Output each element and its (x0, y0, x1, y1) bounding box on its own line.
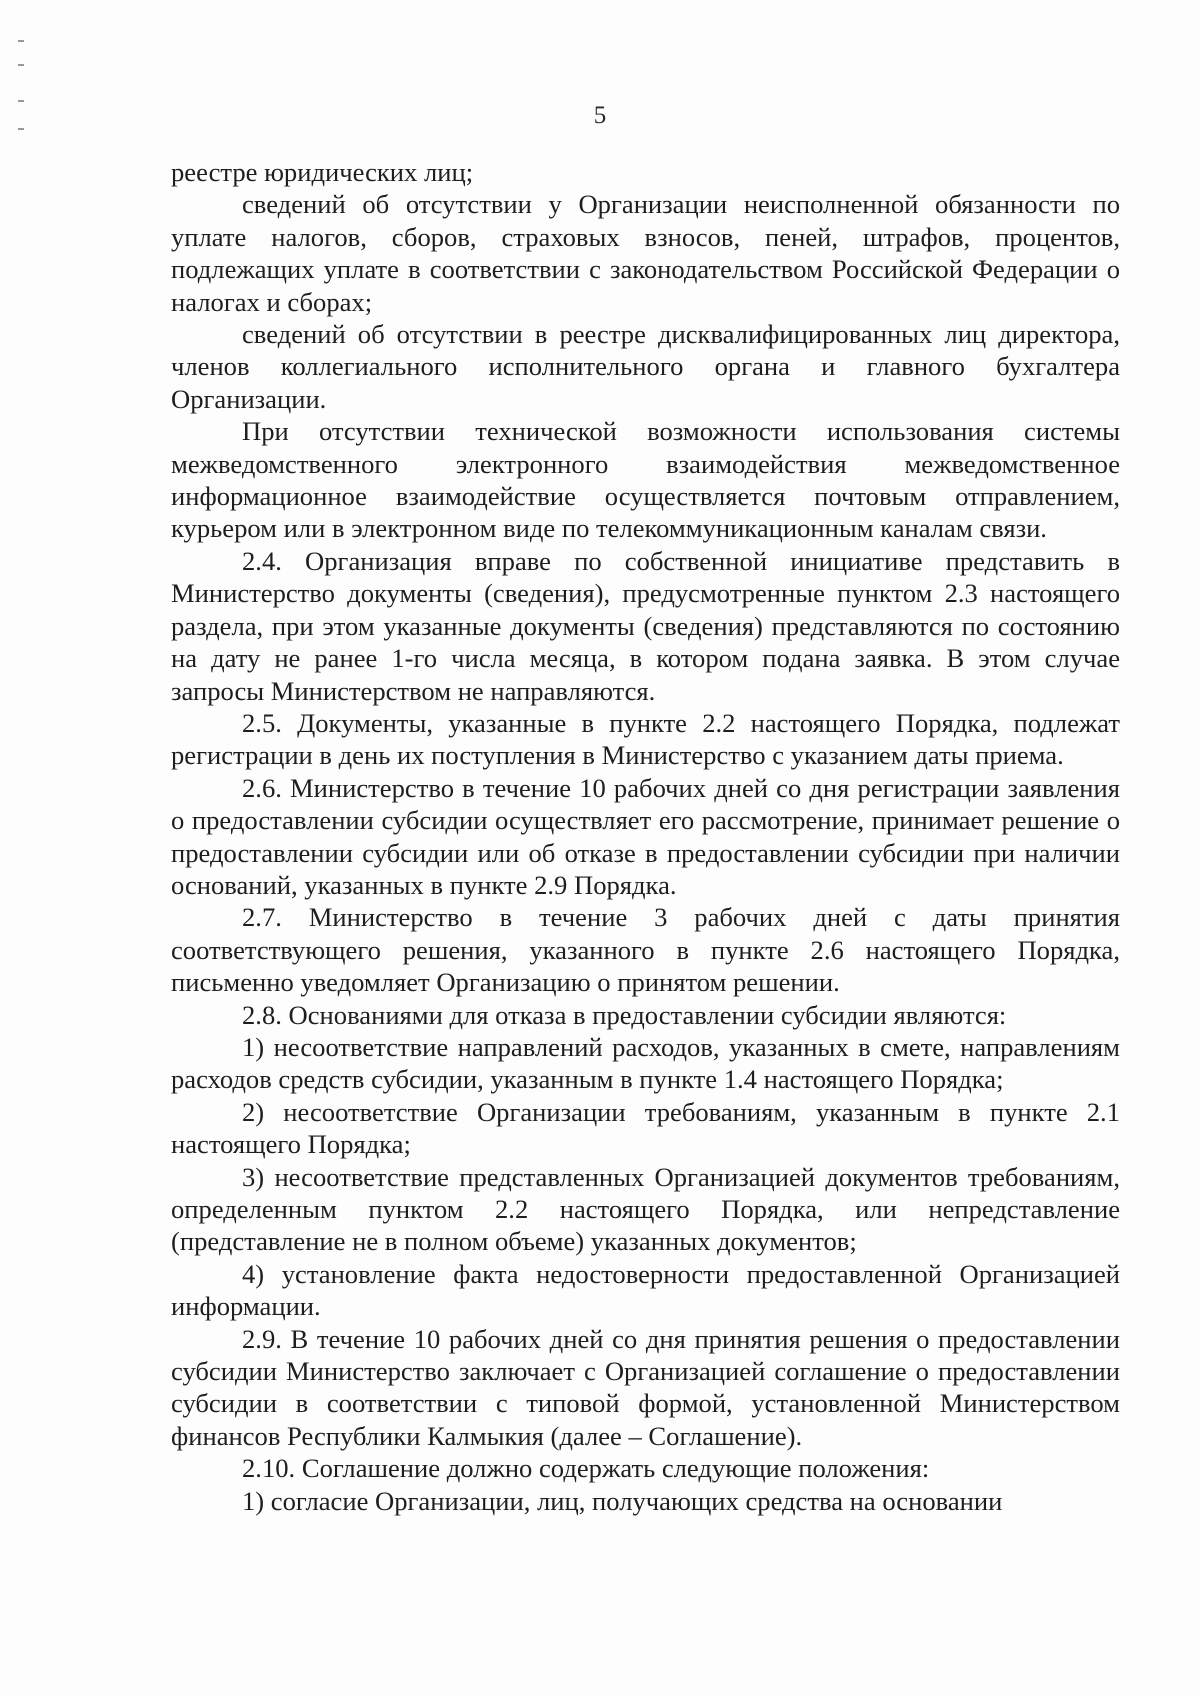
paragraph: 2.10. Соглашение должно содержать следующие положения: (242, 1453, 930, 1484)
scan-margin-marks (18, 40, 38, 160)
paragraph: 2.8. Основаниями для отказа в предоставлении субсидии являются: (242, 999, 1007, 1030)
paragraph: сведений об отсутствии у Организации неисполненной обязанности по уплате налогов, сборов, страховых взносов, пеней, штрафов, процентов, подлежащих уплате в соответствии с законодательством Российской Федерации о налогах и сборах; (171, 189, 1120, 317)
list-item: 3) несоответствие представленных Организацией документов требованиям, определенным пунктом 2.2 настоящего Порядка, или непредставление (представление не в полном объеме) указанных документов; (171, 1161, 1120, 1257)
paragraph: 2.4. Организация вправе по собственной инициативе представить в Министерство документы (сведения), предусмотренные пунктом 2.3 настоящего раздела, при этом указанные документы (сведения) представляются по состоянию на дату не ранее 1-го числа месяца, в котором подана заявка. В этом случае запросы Министерством не направляются. (171, 545, 1120, 706)
page-number: 5 (593, 102, 607, 129)
paragraph: сведений об отсутствии в реестре дисквалифицированных лиц директора, членов коллегиального исполнительного органа и главного бухгалтера Организации. (171, 319, 1120, 414)
paragraph: 2.5. Документы, указанные в пункте 2.2 настоящего Порядка, подлежат регистрации в день их поступления в Министерство с указанием даты приема. (171, 707, 1120, 771)
list-item: 1) согласие Организации, лиц, получающих средства на основании (242, 1485, 1003, 1516)
paragraph: При отсутствии технической возможности использования системы межведомственного электронного взаимодействия межведомственное информационное взаимодействие осуществляется почтовым отправлением, курьером или в электронном виде по телекоммуникационным каналам связи. (171, 416, 1120, 544)
list-item: 4) установление факта недостоверности предоставленной Организацией информации. (171, 1258, 1120, 1322)
paragraph: 2.6. Министерство в течение 10 рабочих дней со дня регистрации заявления о предоставлении субсидии осуществляет его рассмотрение, принимает решение о предоставлении субсидии или об отказе в предоставлении субсидии при наличии оснований, указанных в пункте 2.9 Порядка. (171, 772, 1120, 900)
list-item: 2) несоответствие Организации требованиям, указанным в пункте 2.1 настоящего Порядка; (171, 1096, 1120, 1160)
paragraph: 2.9. В течение 10 рабочих дней со дня принятия решения о предоставлении субсидии Министерство заключает с Организацией соглашение о предоставлении субсидии в соответствии с типовой формой, установленной Министерством финансов Республики Калмыкия (далее – Соглашение). (171, 1323, 1120, 1451)
document-body (171, 156, 1120, 1517)
list-item: 1) несоответствие направлений расходов, указанных в смете, направлениям расходов средств субсидии, указанным в пункте 1.4 настоящего Порядка; (171, 1031, 1120, 1095)
paragraph: 2.7. Министерство в течение 3 рабочих дней с даты принятия соответствующего решения, указанного в пункте 2.6 настоящего Порядка, письменно уведомляет Организацию о принятом решении. (171, 902, 1120, 998)
paragraph: реестре юридических лиц; (171, 157, 474, 187)
